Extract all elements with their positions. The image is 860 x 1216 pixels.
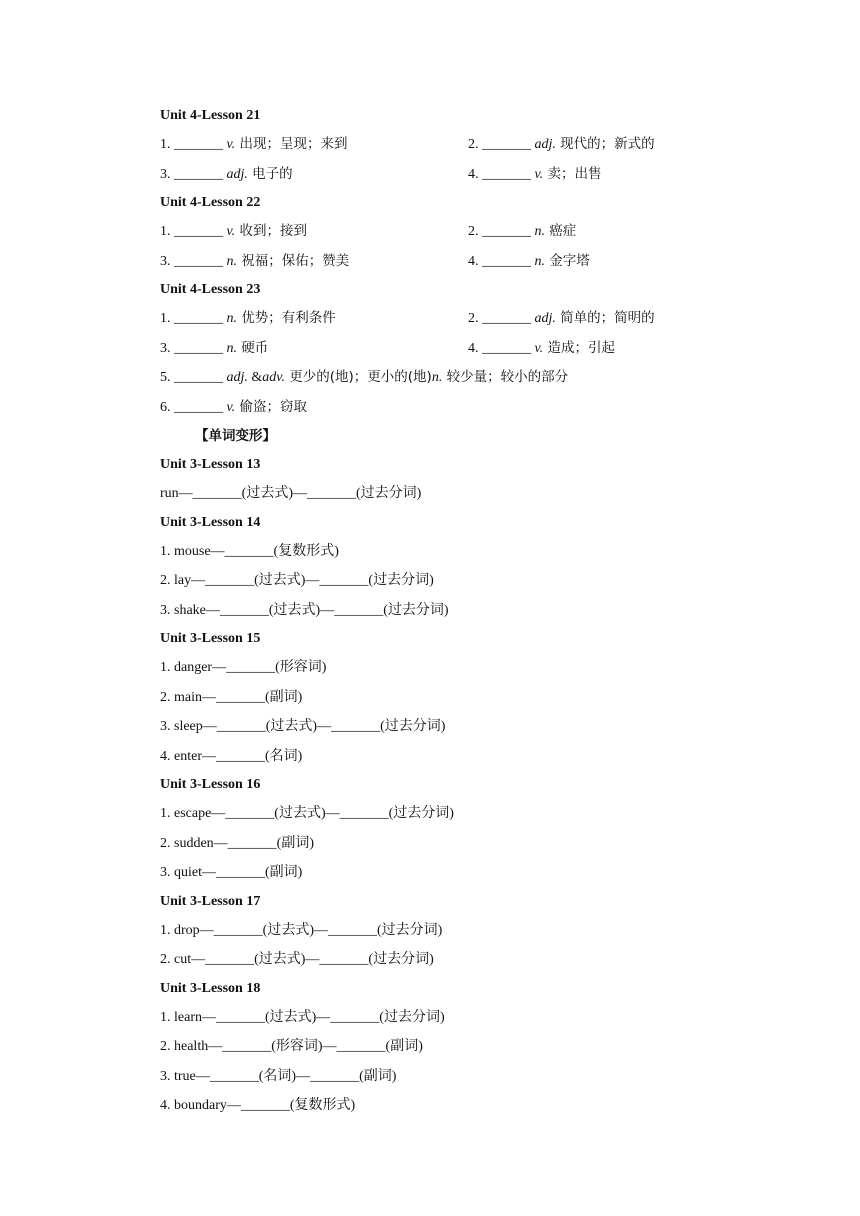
section-title: 【单词变形】 <box>195 428 276 444</box>
lesson-heading: Unit 3-Lesson 13 <box>160 457 261 472</box>
item-number: 1. _______ <box>160 137 227 152</box>
meaning: 造成；引起 <box>543 339 615 356</box>
item-number: 4. _______ <box>468 253 535 269</box>
exercise-line: 4. boundary—_______(复数形式) <box>160 1098 356 1113</box>
lesson-heading: Unit 3-Lesson 14 <box>160 514 261 530</box>
exercise-line: 3. sleep—_______(过去式)—_______(过去分词) <box>160 719 446 734</box>
part-of-speech: v. <box>534 340 544 356</box>
part-of-speech: adj. <box>534 137 556 152</box>
exercise-line: 2. main—_______(副词) <box>160 689 303 705</box>
part-of-speech: adj. <box>226 166 248 182</box>
exercise-line: 3. shake—_______(过去式)—_______(过去分词) <box>160 602 449 618</box>
lesson-heading: Unit 3-Lesson 17 <box>160 893 261 909</box>
vocab-row <box>160 304 720 334</box>
exercise-line: 2. sudden—_______(副词) <box>160 835 314 851</box>
exercise-line: 2. cut—_______(过去式)—_______(过去分词) <box>160 952 434 967</box>
item-number: 5. _______ <box>160 370 227 385</box>
vocab-item <box>160 137 347 152</box>
meaning: 简单的；简明的 <box>555 310 655 326</box>
conjunction: & <box>247 370 263 385</box>
part-of-speech: n. <box>534 253 545 269</box>
vocab-item <box>468 334 615 364</box>
meaning: 现代的；新式的 <box>555 136 655 152</box>
exercise-line: 2. lay—_______(过去式)—_______(过去分词) <box>160 573 434 588</box>
vocab-row <box>160 130 720 160</box>
vocab-row <box>160 393 720 423</box>
meaning: 出现；呈现；来到 <box>235 136 348 152</box>
part-of-speech: v. <box>534 166 544 182</box>
item-number: 1. _______ <box>160 224 227 239</box>
vocab-item <box>160 254 349 269</box>
vocab-item <box>468 160 601 190</box>
meaning: 更少的(地)；更小的(地) <box>284 369 432 385</box>
lesson-heading: Unit 4-Lesson 22 <box>160 195 261 210</box>
exercise-line: 1. mouse—_______(复数形式) <box>160 543 339 559</box>
item-number: 6. _______ <box>160 399 227 415</box>
part-of-speech: n. <box>226 340 237 356</box>
exercise-line: 3. true—_______(名词)—_______(副词) <box>160 1068 397 1084</box>
part-of-speech: adj. <box>534 311 556 326</box>
meaning: 电子的 <box>247 165 293 182</box>
lesson-heading: Unit 3-Lesson 16 <box>160 777 261 792</box>
vocab-item <box>160 224 307 239</box>
vocab-item <box>160 311 336 326</box>
vocab-row <box>160 334 720 364</box>
exercise-line: run—_______(过去式)—_______(过去分词) <box>160 486 422 501</box>
exercise-line: 4. enter—_______(名词) <box>160 748 303 764</box>
exercise-line: 2. health—_______(形容词)—_______(副词) <box>160 1039 423 1054</box>
vocab-item <box>468 217 576 247</box>
part-of-speech: v. <box>226 137 236 152</box>
part-of-speech: adj. <box>226 370 248 385</box>
part-of-speech: n. <box>226 253 237 269</box>
meaning: 癌症 <box>545 223 577 239</box>
meaning: 祝福；保佑；赞美 <box>237 252 350 269</box>
meaning: 金字塔 <box>545 252 590 269</box>
vocab-item <box>468 247 590 277</box>
vocab-row <box>160 247 720 277</box>
part-of-speech: adv. <box>262 370 285 385</box>
lesson-heading: Unit 4-Lesson 23 <box>160 282 261 297</box>
item-number: 2. _______ <box>468 311 535 326</box>
meaning: 优势；有利条件 <box>237 310 336 326</box>
exercise-line: 1. learn—_______(过去式)—_______(过去分词) <box>160 1009 445 1025</box>
meaning: 偷盗；窃取 <box>235 398 307 415</box>
vocab-row <box>160 217 720 247</box>
exercise-line: 1. danger—_______(形容词) <box>160 660 327 675</box>
item-number: 3. _______ <box>160 253 227 269</box>
part-of-speech: n. <box>431 370 443 385</box>
part-of-speech: v. <box>226 399 236 415</box>
part-of-speech: v. <box>226 224 236 239</box>
part-of-speech: n. <box>226 311 237 326</box>
worksheet-content <box>160 102 720 1121</box>
meaning: 硬币 <box>237 339 269 356</box>
lesson-heading: Unit 3-Lesson 15 <box>160 631 261 646</box>
item-number: 4. _______ <box>468 166 535 182</box>
exercise-line: 1. escape—_______(过去式)—_______(过去分词) <box>160 806 454 821</box>
exercise-line: 1. drop—_______(过去式)—_______(过去分词) <box>160 922 443 938</box>
item-number: 3. _______ <box>160 166 227 182</box>
item-number: 1. _______ <box>160 311 227 326</box>
exercise-line: 3. quiet—_______(副词) <box>160 865 303 880</box>
item-number: 2. _______ <box>468 137 535 152</box>
meaning: 卖；出售 <box>543 165 602 182</box>
meaning: 收到；接到 <box>235 223 307 239</box>
part-of-speech: n. <box>534 224 545 239</box>
item-number: 3. _______ <box>160 340 227 356</box>
item-number: 2. _______ <box>468 224 535 239</box>
vocab-item <box>160 341 268 356</box>
vocab-item <box>468 304 655 334</box>
lesson-heading: Unit 3-Lesson 18 <box>160 980 261 996</box>
vocab-row <box>160 160 720 190</box>
vocab-item <box>160 167 293 182</box>
vocab-item <box>468 130 655 160</box>
item-number: 4. _______ <box>468 340 535 356</box>
lesson-heading: Unit 4-Lesson 21 <box>160 108 261 123</box>
meaning: 较少量；较小的部分 <box>442 369 569 385</box>
vocab-row <box>160 363 720 393</box>
